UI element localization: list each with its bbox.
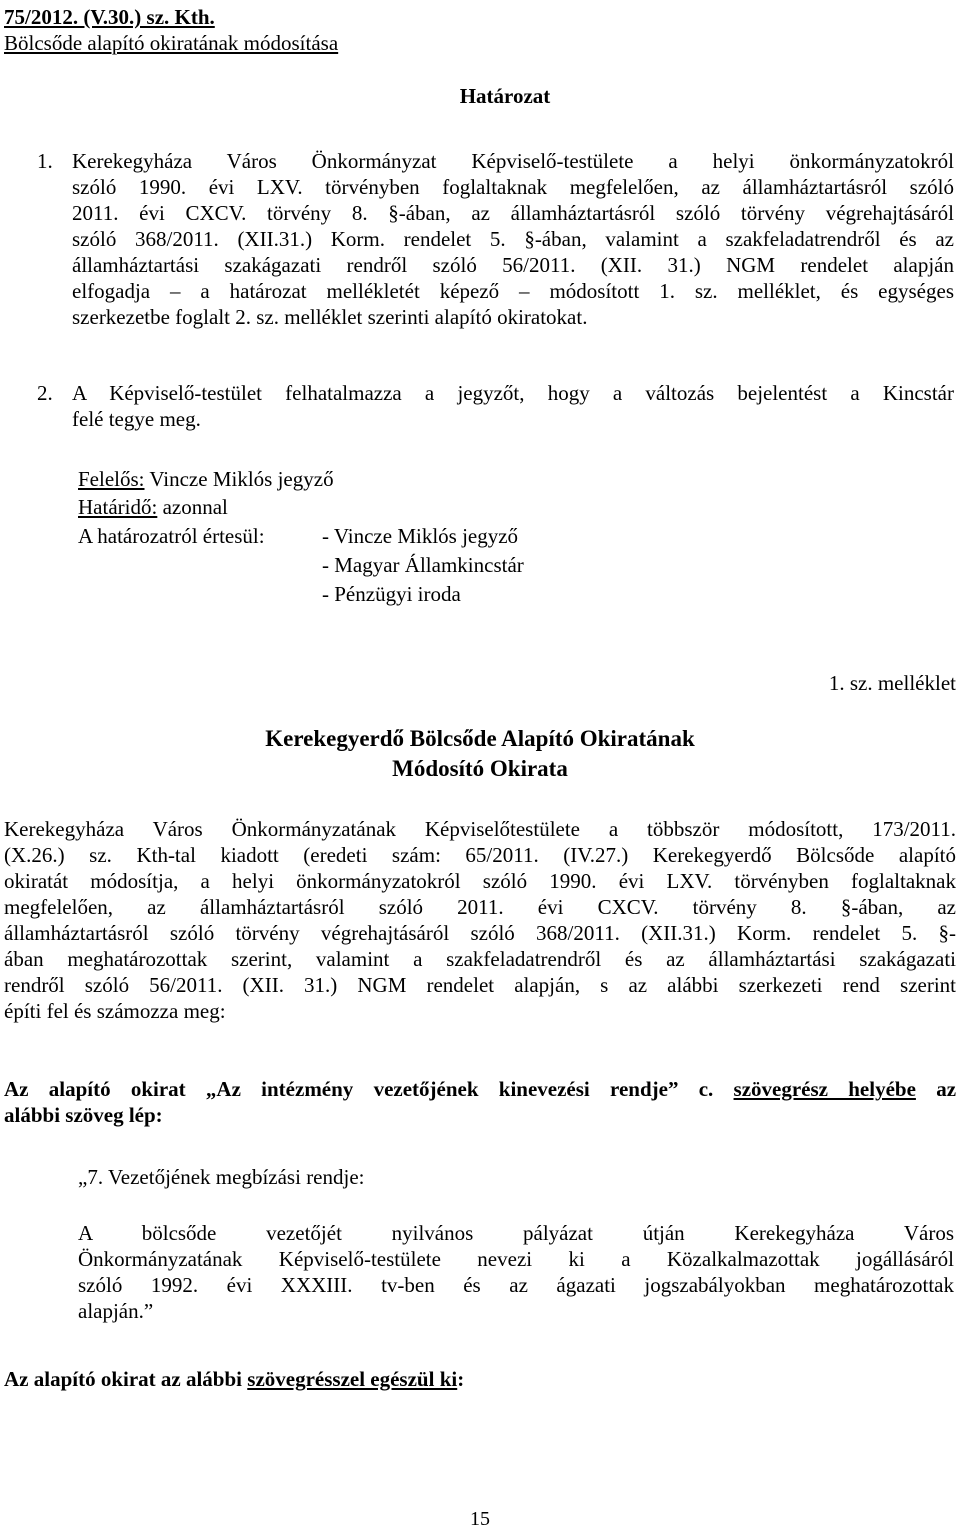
notified-recipient: - Magyar Államkincstár: [322, 553, 524, 577]
quote-line: A bölcsőde vezetőjét nyilvános pályázat útján Kerekegyháza Város: [78, 1221, 954, 1245]
item1-line: Kerekegyháza Város Önkormányzat Képviselő-testülete a helyi önkormányzatokról: [72, 149, 954, 173]
item2-line: felé tegye meg.: [72, 407, 201, 431]
notified-label: A határozatról értesül:: [78, 524, 265, 548]
annex-label: 1. sz. melléklet: [828, 671, 956, 695]
resolution-title: Határozat: [459, 84, 551, 108]
quote-line: Önkormányzatának Képviselő-testülete nevezi ki a Közalkalmazottak jogállásáról: [78, 1247, 954, 1271]
intro-line: megfelelően, az államháztartásról szóló 2011. évi CXCV. törvény 8. §-ában, az: [4, 895, 956, 919]
intro-line: államháztartásról szóló törvény végrehajtásáról szóló 368/2011. (XII.31.) Korm. rendelet 5. §-: [4, 921, 956, 945]
annex-intro-paragraph: [4, 816, 956, 1024]
intro-line: (X.26.) sz. Kth-tal kiadott (eredeti szám: 65/2011. (IV.27.) Kerekegyerdő Bölcsőde alapító: [4, 843, 956, 867]
intro-line: okiratát módosítja, a helyi önkormányzatokról szóló 1990. évi LXV. törvényben foglaltaknak: [4, 869, 956, 893]
responsible-row: [78, 466, 334, 492]
replace-line: Az alapító okirat „Az intézmény vezetőjének kinevezési rendje” c. szövegrész helyébe az: [4, 1077, 957, 1101]
item2-paragraph: [72, 380, 954, 432]
supplement-clause: Az alapító okirat az alábbi szövegrésszel egészül ki:: [4, 1367, 465, 1391]
notified-recipient: - Pénzügyi iroda: [322, 582, 461, 606]
quote-line: szóló 1992. évi XXXIII. tv-ben és az ágazati jogszabályokban meghatározottak: [78, 1273, 954, 1297]
quote-paragraph: [78, 1220, 954, 1324]
replace-link-text: szövegrész helyébe: [733, 1077, 916, 1101]
annex-title-line2: Módosító Okirata: [392, 756, 568, 781]
responsible-label: Felelős:: [78, 467, 145, 491]
supplement-link-text: szövegrésszel egészül ki: [247, 1367, 458, 1391]
responsible-value: Vincze Miklós jegyző: [149, 467, 334, 491]
item1-line: szóló 368/2011. (XII.31.) Korm. rendelet 5. §-ában, valamint a szakfeladatrendről és az: [72, 227, 954, 251]
notified-recipient: - Vincze Miklós jegyző: [322, 524, 519, 548]
item2-number: 2.: [37, 381, 53, 405]
intro-line: ában meghatározottak szerint, valamint a szakfeladatrendről és az államháztartási szakágazati: [4, 947, 956, 971]
item1-paragraph: [72, 148, 954, 330]
resolution-subject: Bölcsőde alapító okiratának módosítása: [4, 31, 339, 55]
deadline-value: azonnal: [162, 495, 228, 519]
item1-line: 2011. évi CXCV. törvény 8. §-ában, az államháztartásról szóló törvény végrehajtásáról: [72, 201, 954, 225]
item1-number: 1.: [37, 149, 53, 173]
intro-line: építi fel és számozza meg:: [4, 999, 226, 1023]
item1-line: szóló 1990. évi LXV. törvényben foglaltaknak megfelelően, az államháztartásról szóló: [72, 175, 954, 199]
replace-clause: [4, 1076, 956, 1128]
replace-line: alábbi szöveg lép:: [4, 1103, 163, 1127]
quote-heading: „7. Vezetőjének megbízási rendje:: [78, 1165, 365, 1189]
resolution-reference: 75/2012. (V.30.) sz. Kth.: [4, 5, 215, 29]
deadline-label: Határidő:: [78, 495, 158, 519]
item2-line: A Képviselő-testület felhatalmazza a jegyzőt, hogy a változás bejelentést a Kincstár: [72, 381, 954, 405]
intro-line: Kerekegyháza Város Önkormányzatának Képviselőtestülete a többször módosított, 173/2011.: [4, 817, 956, 841]
page-number: 15: [470, 1508, 490, 1530]
item1-line: államháztartási szakágazati rendről szóló 56/2011. (XII. 31.) NGM rendelet alapján: [72, 253, 954, 277]
annex-title-line1: Kerekegyerdő Bölcsőde Alapító Okiratának: [265, 726, 695, 751]
quote-line: alapján.”: [78, 1299, 154, 1323]
intro-line: rendről szóló 56/2011. (XII. 31.) NGM rendelet alapján, s az alábbi szerkezeti rend szerint: [4, 973, 956, 997]
deadline-row: [78, 494, 228, 520]
item1-line: elfogadja – a határozat mellékletét képező – módosított 1. sz. melléklet, és egységes: [72, 279, 954, 303]
item1-line: szerkezetbe foglalt 2. sz. melléklet szerinti alapító okiratokat.: [72, 305, 588, 329]
